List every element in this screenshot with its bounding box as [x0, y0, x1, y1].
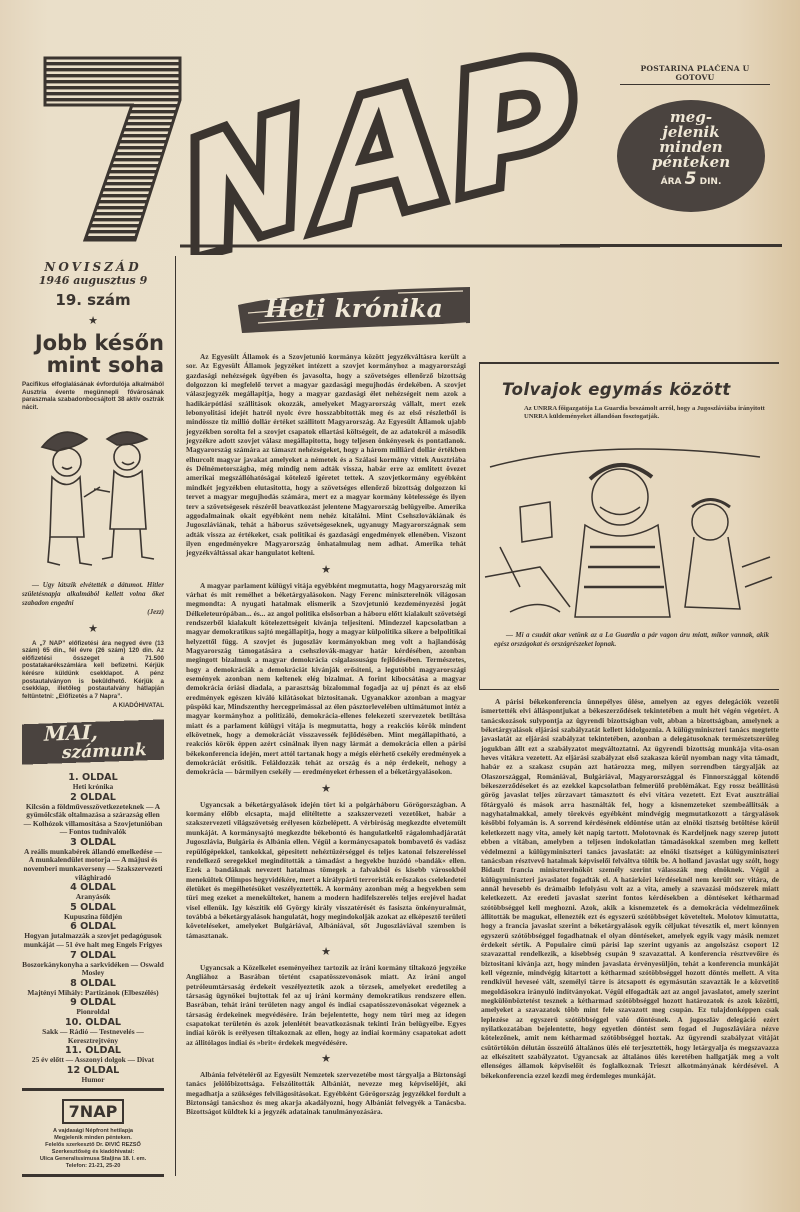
article-paragraph: Ugyancsak a béketárgyalások idején tört ki a polgárháboru Görögországban. A kormány előbb elcsapta, majd elitéltette a szakszervezeti vezetőket, habár a szakszervezeti világszövetség erélyesen közbelépett. A vérbiróság megkezdte elvetemült munkáját. A kormánysajtó megkezdte békebontó és hangulatkeltő rágalomhadjáratát Jugoszlávia, Bulgária és Albánia ellen. Végül a kormánycsapatok bombavető és vadász repülőgépekkel, tankokkal, gépesitett nehéztüzérséggel és teljes katonai felszereléssel rendelkező seregekkel megindították a támadást a hegyekbe huzódó »bandák« ellen. Ezek a bandáknak nevezett hatalmas tömegek a falvakból és kisebb városokból menekültek Olimpos hegyvidékére, mert a királypárti terroristák erőszakos cselekedetei életüket és megélhetésüket veszélyeztették. A kormány azonban még a hegyekben sem türi meg ezeket a menekülteket, hanem a modern hadifelszerelés teljes erejével hadat visel ellenük. Igy készitik elő György király visszatérését és fasiszta önkényuralmát, továbbá a béketárgyalások hangulatát, hogy megindokolják azokat az elképesztő területi követeléseket, amelyeket Bulgáriával, Albániával, sőt Jugoszláviával szemben is támasztanak. — [186, 799, 466, 940]
toc-entry: Aranyásók — [75, 892, 111, 902]
toc-page: 8 OLDAL — [70, 977, 116, 989]
notice-signature: A KIADÓHIVATAL — [112, 702, 164, 710]
toc-page: 11. OLDAL — [64, 1045, 122, 1057]
masthead-logo — [40, 50, 600, 255]
toc-page: 6 OLDAL — [70, 921, 116, 933]
contents-banner — [22, 715, 164, 768]
cartoon-caption: — Ugy látszik elvétették a dátumot. Hitler születésnapja alkalmából kellett volna őket szabadon engedni — [22, 581, 164, 607]
section-banner — [238, 283, 470, 335]
toc-entry: A reális munkabérek állandó emelkedése — A munkalendület motorja — A májusi és novemberi munkaverseny — Szakszervezeti világhiradó — [23, 846, 163, 882]
imprint-line: Telefon: 21-21, 25-20 — [65, 1163, 121, 1170]
toc-entry: Sakk — Rádió — Testnevelés — Keresztrejtvény — [42, 1027, 144, 1045]
badge-line: minden — [659, 138, 723, 156]
article-paragraph: Az Egyesült Államok és a Szovjetunió kormánya között jegyzékváltásra került a sor. Az Egyesült Államok jegyzéket intézett a szovjet kormányhoz a magyarországi gazdasági nehézségek ügyében és javasolta, hogy a szövetséges ellenőrző bizottság dolgozzon ki megfelelő tervet a magyar gazdasági megujhodás érdekében. A szovjet válaszjegyzék megállapitja, hogy a magyar gazdasági élet nehézségeit nem azok a hadikárpótlási szállitások okozzák, amelyeket Magyarország vállalt, mert ezek lebonyolitási idejét hatról nyolc évre hosszabbitották meg és az első részletből is mindössze tiz millió dollár értéket szállitott Magyarország. Az Egyesült Államok ujabb jegyzékben sorolta fel a szovjet csapatok ellartási költségeit, de az adatokról a második jegyzékre adott szovjet válasz megállapitotta, hogy teljesen önkényesek és pontatlanok. Magyarország számára az támaszt nehézségeket, hogy a három milliárd dollár értékben elhurcolt magyar javakat amelyeket a németek és a Szálasi kormány vittek Ausztriába és Délnémetországba, még mindig nem adták vissza, habár erre az emlitett övezet amerikai megszállóhatóságai kötelező igéretet tettek. A szovjetkormány egyébként mindkét jegyzékben elutasitotta, hogy a szövetséges ellenőrző bizottság dolgozzon ki tervet a magyar megujhodás számára, mert ez a magyar kormány kötelessége és ilyen terv a szövetségesek részéről beavatkozást jelentene Magyarország belügyeibe. Amerika aggodalmainak okait egyébként nem nehéz kitalálni. Mint Csehszlovákiának és Jugoszláviának, tehát a háborus szövetségeseknek, ugyanugy Magyarországnak sem adták vissza az értékeket, csak politikai és gazdasági engedmények ellenében. Viszont ilyen engedményekre Magyarország önhatalmulag nem adhat. Amerika tehát jegyzékváltással akar hangulatot kelteni. — [186, 352, 466, 558]
article-paragraph: A párisi békekonferencia ünnepélyes ülése, amelyen az egyes delegációk vezetői ismertették elvi álláspontjukat a békeszerződések tekintetében a mult hét végén végetért. A tanácskozások sulypontja az ügyrendi bizottságban volt, abban a bizottságban, amelynek a béketárgyalások eljárási szabályzatát kellett kidolgoznia. A külügyminiszteri tanács megtette javaslatát az eljárási szabályzat tekintetében, azonban a delegátusoknak természetszerüleg jogukban állt ezt a szabályzatot megváltoztatni. Az ügyrendi bizottság munkája vita-osan heves vitákra vezetett. Az eljárási szabályzat első szakasza körül nyomban nagy vita támadt, habár ez a szakasz csupán azt határozza meg, milyen sorrendben tárgyalják az Olaszországgal, Romániával, Bulgáriával, Magyarországgal és Finnországgal kötendő békeszerződéseket és az ezekkel kapcsolatban felmerülő problémákat. Egy rossz beállitású görög javaslat teljes zürzavart támasztott és elvi vitára vezetett. Ezt Evat ausztráliai főtárgyaló és mások arra használták fel, hogy a kisnemzeteket szembeállitsák a nagyhatalmakkal, amely törekvés egyébként mindvégig megmutatkozott a tárgyalások későbbi folyamán is. A sorrend kérdésének eldöntése után az elnöki tisztség betöltése körül keletkezett nagy vita, amely két napig tartott. Molotovnak és Kardeljnek nagy szerep jutott ebben a vitában, amelyben a teljesen indokolatlan támadásokkal szemben meg kellett védelmezni a külügyminiszteri tanács javaslatát: az elnöki tisztséget a külügyminiszteri tanácsban résztvevő hatalmak képviselői felváltva töltik be. A holland javaslat ugy szólt, hogy Bidault francia miniszterelnököt személy szerint válasszák meg elnöknek. Végül a külügyminiszteri javaslatot fogadták el. A határköri kérdéseknél nem került sor vitára, de annál hevesebb és drámaibb lefolyásu volt az a vita, amely a szavazási módszerek miatt keletkezett. Az eredeti javaslat szerint fontos kérdésekben a döntéseket kétharmad szótöbbséggel kell meghozni. Azok, akik a kisnemzetek és a demokrácia védelmezőinek állitották be magukat, ellenezték ezt és egyszerü szótöbbséget követeltek. Molotov kimutatta, hogy a francia javaslat szerint a béketárgyalások egyik céljukat tévesztik el, mert könnyen egyszerü szótöbbséggel fogadhatnak el olyan döntéseket, amelyek egyik vagy másik nemzet érdekeit sértik. A Populaire cimü párisi lap szerint ugyanis az angolszász csoport 12 szavazattal rendelkezik, a kisebbség csupán 9 szavazattal. A konferencia résztvevőire és biztositani kivánja azt, hogy minden javaslata érvényesüljön, tehát a konferencia munkáját kell végeznie, mindvégig kitartott a kétharmad szótöbbséggel hozott döntés mellett. A vita rendkivül heveseé vált, személyi tárre is átcsapott és egymásután szavazták le a közvetitő megoldásokra irányuló indítványokat. Végül elfogadták azt az angol javaslatot, amely szerint megkülönböztetést tesznek a kétharmad szótöbbséggel hozott határozatok és azok közötti, amelyeket a szavazatok több mint fele szavazott meg csupán. Ez tulajdonképpen csak leplezése az egyszerü szótöbbséggel való döntésnek. A jugoszláv delegáció ezért nyilatkozatában bejelentette, hogy egyetlen döntést sem fogad el Jugoszláviára nézve kötelezőnek, amit nem kétharmad szótöbbséggel hoztak. Az ügyrendi szabályzat vitáját csütörtökön délután összeülő általános ülés elé terjesztették, hogy letárgyalja és megszavazza az elkészitett szabályzatot. Ugyancsak az általános ülés keretében hallgatják meg a volt ellenséges államok képviselőit és foglalkoznak Trieszt alkotmányának kérdésével. A békekonferencia ezzel kezdi meg érdemleges munkáját. — [481, 697, 779, 1080]
box-intro: Az UNRRA főigazgatója La Guardia beszámolt arról, hogy a Jugoszláviába irányitott UNRRA küldeményeket állandóan fosztogatják. — [524, 405, 765, 420]
imprint-line: Szerkesztőség és kiadóhivatal: — [51, 1149, 135, 1156]
star-separator: ★ — [321, 562, 331, 576]
star-separator: ★ — [321, 1052, 331, 1066]
imprint-logo: 7NAP — [62, 1099, 125, 1124]
box-title: Tolvajok egymás között — [502, 380, 731, 399]
badge-price — [617, 169, 765, 190]
lead-text: Pacifikus elfoglalásának évfordulója alkalmából Ausztria évente megünnepli fővárosának paraszmala szabadonbocsájtott 38 aktív osztrák nácit. — [22, 381, 164, 411]
la-guardia-cartoon — [480, 427, 776, 627]
cartoon-signature: (Jezz) — [147, 607, 164, 616]
toc-page: 2 OLDAL — [70, 791, 116, 803]
column-divider — [175, 256, 176, 1176]
badge-line: pénteken — [651, 153, 731, 171]
publication-badge — [617, 100, 765, 212]
logo-nap — [195, 52, 573, 255]
toc-entry: Kupuszina földjén — [63, 911, 123, 921]
banner-line: MAI, — [44, 719, 98, 746]
right-column — [481, 697, 779, 1080]
toc-entry: Humor — [81, 1074, 105, 1084]
left-column — [22, 260, 164, 1177]
toc-page: 5 OLDAL — [70, 901, 116, 913]
issue-number: 19. szám — [55, 291, 131, 309]
toc-entry: Kilcsön a földművesszövetkezeteknek — A gyümölcsfák oltalmazása a szárazság ellen — Kolhózok villamosítása a Szovjetunióban — Fontos tudnivalók — [23, 801, 163, 837]
imprint-box — [22, 1088, 164, 1177]
subscription-notice: A „7 NAP” előfizetési ára negyed évre (13 szám) 65 din., fél évre (26 szám) 120 din. Az előfizetési összeget a 71.500 postatakarékszámlára kell befizetni. Kérjük kérésre küldünk csekklapot. A pénz postautalványon is beküldhető. Kérjük a csekklap, illetőleg postautalvány hátlapján feltüntetni: „Előfizetés a 7 Napra”. — [22, 639, 164, 700]
toc-page: 4 OLDAL — [70, 882, 116, 894]
badge-line: jelenik — [662, 123, 720, 141]
toc-entry: 25 év előtt — Asszonyi dolgok — Divat — [31, 1055, 155, 1065]
toc-entry: Boszorkánykonyha a sarkvidéken — Oswald Mosley — [22, 959, 164, 978]
badge-line: meg- — [669, 108, 713, 126]
toc-page: 7 OLDAL — [70, 949, 116, 961]
cartoon-illustration — [22, 417, 164, 577]
imprint-line: A vajdasági Népfront hetilapja — [53, 1128, 133, 1135]
article-paragraph: A magyar parlament külügyi vitája egyébként megmutatta, hogy Magyarország mit várhat és mit remélhet a béketárgyalásokon. Nagy Ferenc miniszterelnök világosan megmondta: A nyugati hatalmak elismerik a Szovjetunió kezdeményezési jogát Délkeleteurópában... és... az angol politika elsősorban a háboru előtt kialakult szövetségi rendszerből kialakult kötelezettségeit kivánja teljesiteni. Mindezzel kapcsolatban a magyar demokratikus sajtó megállapitja, hogy a magyar külpolitika sikere a belpolitikai helyzettől függ. A szovjet és jugoszláv kormányokban meg volt a hajlandóság Magyarország támogatására a csehszlovák-magyar határ kérdésében, azonban megingott bizalmuk a magyar demokrácia csigalassuságu fejlődésében. Természetes, hogy a demokráciák a demokráciát kivánják erősiteni, a legutóbbi magyarországi események azonban nem keltenek elég bizalmat. A forint kibocsátása a magyar demokrácia óriási diadala, a parasztság bizalommal fogadja az uj pénzt és az első eredmények egészen kiváló kilátásokat biztositanak. Ugyanakkor azonban a magyar püspöki kar, Mindszenthy hercegprimással az élen pásztorlevelében ultimátumot intéz a magyar kormányhoz a politizáló, demokrácia-ellenes felekezeti szervezetek betiltása miatt és a parlament külügyi vitája is megmutatta, hogy a reakciós körök mindent elkövetnek, hogy a demokráciát visszavessék fejlődésében. Mint megállapitható, a reakciós körök éppen azért csinálnak ilyen nagy lármát a demokrácia ellen a párisi békekonferencia idején, mert attól tartanak hogy a mégis elérhető csekély eredmények a demokráciát erősitik. Feláldozzák tehát az ország és a nép érdekeit, nehogy a demokrácia — bármilyen csekély — eredményeket érhessen el a béketárgyalásokon. — [186, 580, 466, 777]
toc-entry: Majtényi Mihály: Partizánok (Elbeszélés) — [27, 987, 159, 997]
price-suffix: DIN. — [699, 177, 722, 187]
toc-page: 12 OLDAL — [66, 1064, 120, 1076]
toc-page: 1. OLDAL — [68, 771, 118, 783]
issue-date: 1946 augusztus 9 — [38, 274, 148, 287]
center-column — [186, 352, 466, 1117]
postal-note: POSTARINA PLAĆENA U GOTOVU — [620, 64, 770, 85]
star-separator: ★ — [321, 944, 331, 958]
cartoon-box — [479, 362, 779, 690]
headline: Jobb későn mint soha — [34, 331, 164, 377]
toc-page: 9 OLDAL — [70, 997, 116, 1009]
logo-seven — [45, 58, 180, 240]
masthead-rule — [560, 244, 782, 247]
imprint-line: Felelős szerkesztő Dr. ĐIVIĆ REZSŐ — [45, 1142, 141, 1149]
star-separator: ★ — [321, 781, 331, 795]
box-caption: — Mi a csudát akar vetünk az a La Guardia a pár vagon áru miatt, mikor vannak, akik egész országokat és országrészeket lopnak. — [494, 631, 769, 648]
city: NOVISZÁD — [44, 260, 142, 274]
imprint-line: Ulica Generalissimusa Staljina 18. I. em. — [39, 1156, 147, 1163]
article-paragraph: Ugyancsak a Közelkelet eseményeihez tartozik az iráni kormány tiltakozó jegyzéke Angliához a Basrában történt csapatösszevonások miatt. Az iráni angol petróleumtársaság érdekeit veszélyeztetik azok a törzsek, amelyeket eredetileg a társaság ügynökei bujtottak fel az uj iráni kormány demokratikus rendszere ellen. Basrában, tehát iráni területen nagy angol és indiai csapatösszevonásokat végeznek a társaság érdekeinek megvédésére. Irán bejelentette, hogy nem türi meg az idegen csapatokat területén és azok jelenlétét beavatkozásnak tekinti Irán belügyeibe. Egyes indiai körök is erélyesen tiltakoznak az ellen, hogy az indiai kormány csapatokat adott az állitólagos indiai és »brit« érdekek megvédésére. — [186, 962, 466, 1047]
toc-entry: Pionroldal — [76, 1007, 110, 1017]
imprint-line: Megjelenik minden pénteken. — [54, 1135, 132, 1142]
banner-line: számunk — [62, 740, 147, 763]
toc-entry: Hogyan jutalmazzák a szovjet pedagógusok munkáját — 51 éve halt meg Engels Frigyes — [23, 931, 163, 950]
article-paragraph: Albánia felvételéről az Egyesült Nemzetek szervezetébe most tárgyalja a Biztonsági tanács jelölőbizottsága. Felszólitották Albániát, nevezze meg képviselőjét, aki megadhatja a szükséges felvilágositásokat. Egyébként Görögország jegyzékkel fordult a Biztonsági tanácshoz és meg akarja akadályozni, hogy Albániát felvegyék a Tanácsba. Bizottságot küldtek ki a jegyzék adatainak tanulmányozására. — [186, 1070, 466, 1117]
table-of-contents — [22, 772, 164, 1084]
toc-page: 3 OLDAL — [70, 836, 116, 848]
star-separator: ★ — [88, 314, 98, 327]
price-value: 5 — [684, 169, 697, 189]
toc-entry: Heti krónika — [72, 781, 114, 791]
price-prefix: ÁRA — [660, 177, 682, 187]
star-separator: ★ — [88, 621, 98, 635]
section-title: Heti krónika — [265, 294, 443, 323]
toc-page: 10. OLDAL — [64, 1017, 122, 1028]
